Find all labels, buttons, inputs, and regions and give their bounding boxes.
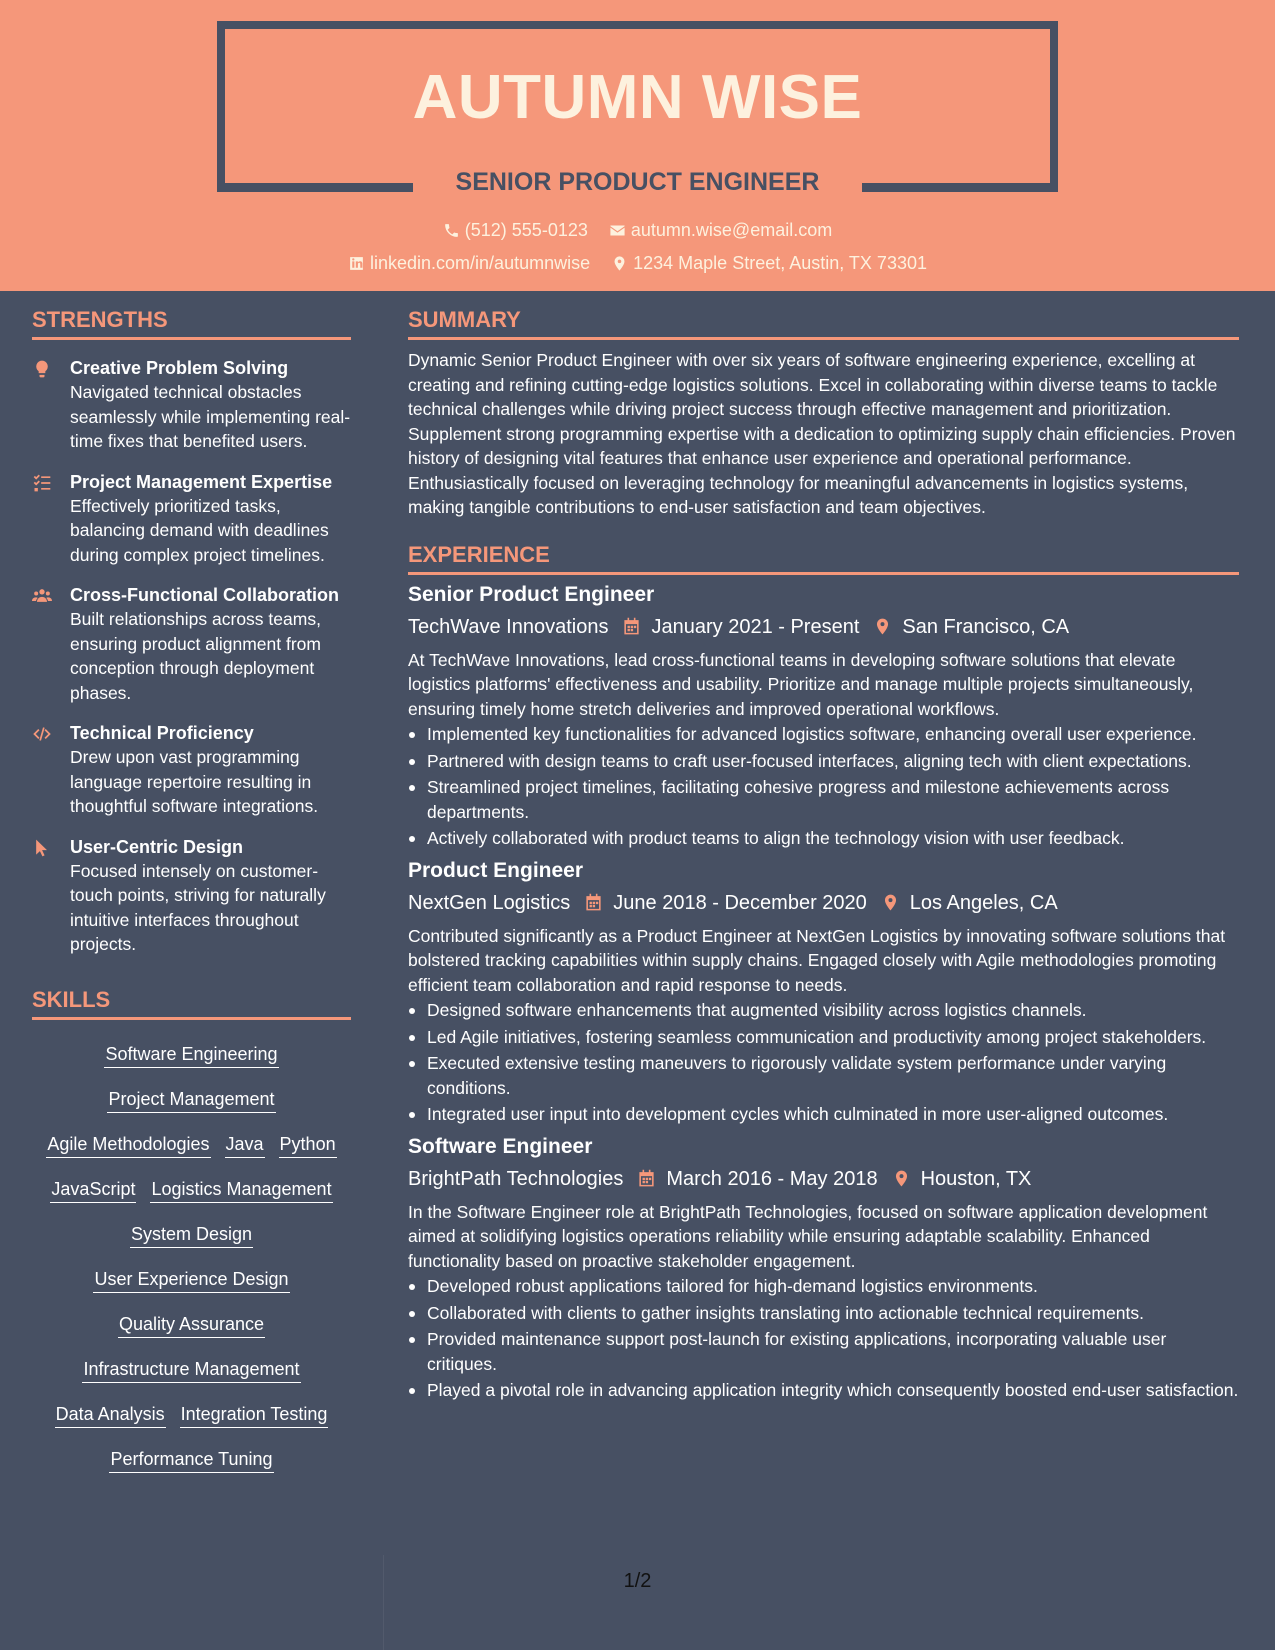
skill-tag: Quality Assurance — [118, 1311, 265, 1338]
strength-title: User-Centric Design — [70, 836, 244, 857]
strength-item — [32, 835, 351, 957]
skill-tag: User Experience Design — [93, 1266, 289, 1293]
job-role: Product Engineer — [408, 858, 584, 882]
contact-row-2 — [0, 253, 1275, 277]
skill-tag: Performance Tuning — [109, 1446, 273, 1473]
list-item: Implemented key functionalities for advanced logistics software, enhancing overall user experience. — [408, 722, 1239, 747]
job-entry — [408, 581, 1239, 851]
calendar-icon — [622, 617, 641, 636]
job-location: San Francisco, CA — [902, 615, 1070, 638]
map-pin-icon — [881, 893, 900, 912]
job-desc: At TechWave Innovations, lead cross-functional teams in developing software solutions that elevate logistics platforms' effectiveness and usability. Prioritize and manage multiple projects simultaneously, ensuring timely home stretch deliveries and improved operational workflows. — [408, 649, 1194, 719]
list-item: Played a pivotal role in advancing application integrity which consequently boosted end-user satisfaction. — [408, 1378, 1239, 1403]
skill-tag: Python — [279, 1131, 337, 1158]
contact-row-1 — [0, 220, 1275, 244]
strength-desc: Effectively prioritized tasks, balancing demand with deadlines during complex project timelines. — [70, 495, 329, 565]
job-entry — [408, 857, 1239, 1127]
frame-left-border — [217, 21, 225, 192]
candidate-name: AUTUMN WISE — [412, 63, 863, 132]
job-location: Houston, TX — [920, 1167, 1032, 1190]
strength-desc: Focused intensely on customer-touch points, striving for naturally intuitive interfaces throughout projects. — [70, 860, 326, 954]
map-pin-icon — [892, 1169, 911, 1188]
right-column — [408, 291, 1239, 1405]
job-role: Senior Product Engineer — [408, 582, 655, 606]
job-meta — [408, 612, 1239, 642]
resume-header — [0, 0, 1275, 291]
skill-tag: Java — [225, 1131, 265, 1158]
calendar-icon — [637, 1169, 656, 1188]
page-number: 1/2 — [623, 1570, 652, 1592]
job-company: BrightPath Technologies — [408, 1167, 624, 1190]
list-item: Integrated user input into development cycles which culminated in more user-aligned outcomes. — [408, 1102, 1239, 1127]
job-meta — [408, 888, 1239, 918]
candidate-title: SENIOR PRODUCT ENGINEER — [455, 168, 820, 196]
list-item: Executed extensive testing maneuvers to rigorously validate system performance under varying conditions. — [408, 1051, 1239, 1100]
strength-item — [32, 356, 351, 454]
strength-item — [32, 470, 351, 568]
job-company: NextGen Logistics — [408, 891, 571, 914]
skill-tag: JavaScript — [50, 1176, 136, 1203]
strength-item — [32, 583, 351, 705]
job-bullets — [408, 722, 1239, 851]
strength-title: Creative Problem Solving — [70, 358, 289, 378]
envelope-icon — [609, 222, 626, 239]
strength-item — [32, 721, 351, 819]
job-location: Los Angeles, CA — [909, 891, 1058, 914]
list-item: Developed robust applications tailored for high-demand logistics environments. — [408, 1274, 1239, 1299]
strength-title: Project Management Expertise — [70, 471, 333, 492]
experience-heading: EXPERIENCE — [408, 526, 1239, 575]
job-company: TechWave Innovations — [408, 615, 609, 638]
list-item: Provided maintenance support post-launch for existing applications, incorporating valuable user critiques. — [408, 1327, 1239, 1376]
summary-heading: SUMMARY — [408, 291, 1239, 340]
linkedin-icon — [348, 255, 365, 272]
lightbulb-icon — [32, 359, 52, 379]
list-item: Streamlined project timelines, facilitating cohesive progress and milestone achievements across departments. — [408, 775, 1239, 824]
skill-tag: Data Analysis — [55, 1401, 166, 1428]
contact-email[interactable] — [609, 220, 832, 241]
frame-top-border — [217, 21, 1058, 29]
skill-tag: Integration Testing — [180, 1401, 329, 1428]
cursor-icon — [32, 838, 52, 858]
skill-tag: System Design — [130, 1221, 253, 1248]
users-icon — [32, 586, 52, 606]
list-item: Collaborated with clients to gather insights translating into actionable technical requirements. — [408, 1301, 1239, 1326]
job-entry — [408, 1133, 1239, 1403]
job-bullets — [408, 1274, 1239, 1403]
map-pin-icon — [611, 255, 628, 272]
calendar-icon — [584, 893, 603, 912]
job-desc: Contributed significantly as a Product Engineer at NextGen Logistics by innovating software solutions that bolstered tracking capabilities within supply chains. Engaged closely with Agile methodologies promoting efficient team collaboration and rapid response to needs. — [408, 925, 1226, 995]
phone-icon — [443, 222, 460, 239]
skill-tag: Agile Methodologies — [46, 1131, 210, 1158]
skill-tag: Infrastructure Management — [82, 1356, 300, 1383]
strength-desc: Navigated technical obstacles seamlessly while implementing real-time fixes that benefited users. — [70, 382, 351, 451]
phone-text: (512) 555-0123 — [464, 220, 588, 240]
strength-title: Cross-Functional Collaboration — [70, 585, 340, 605]
job-meta — [408, 1164, 1239, 1194]
left-column — [32, 291, 351, 1478]
contact-linkedin[interactable] — [348, 253, 590, 274]
task-list-icon — [32, 473, 52, 493]
linkedin-text: linkedin.com/in/autumnwise — [370, 253, 591, 273]
strength-desc: Built relationships across teams, ensuring product alignment from conception through deployment phases. — [70, 609, 321, 703]
skills-list — [32, 1020, 351, 1478]
list-item: Partnered with design teams to craft user-focused interfaces, aligning tech with client expectations. — [408, 749, 1239, 774]
list-item: Designed software enhancements that augmented visibility across logistics channels. — [408, 998, 1239, 1023]
summary-text: Dynamic Senior Product Engineer with over six years of software engineering experience, excelling at creating and refining cutting-edge logistics solutions. Excel in collaborating within diverse teams to tackle technical challenges while driving project success through effective management and prioritization. Supplement strong programming expertise with a dedication to optimizing supply chain efficiencies. Proven history of designing vital features that enhance user experience and operational performance. Enthusiastically focused on leveraging technology for meaningful advancements in logistics systems, making tangible contributions to end-user satisfaction and team objectives. — [408, 350, 1236, 517]
strengths-heading: STRENGTHS — [32, 291, 351, 340]
skill-tag: Project Management — [107, 1086, 275, 1113]
job-dates: June 2018 - December 2020 — [613, 891, 867, 914]
job-bullets — [408, 998, 1239, 1127]
job-dates: January 2021 - Present — [651, 615, 860, 638]
skills-heading: SKILLS — [32, 971, 351, 1020]
frame-right-border — [1050, 21, 1058, 192]
address-text: 1234 Maple Street, Austin, TX 73301 — [633, 253, 927, 273]
contact-phone[interactable] — [443, 220, 588, 241]
contact-address — [611, 253, 927, 274]
job-dates: March 2016 - May 2018 — [666, 1167, 878, 1190]
frame-bottom-right-border — [862, 183, 1058, 192]
frame-bottom-left-border — [217, 183, 413, 192]
strength-title: Technical Proficiency — [70, 723, 254, 743]
map-pin-icon — [873, 617, 892, 636]
job-desc: In the Software Engineer role at BrightPath Technologies, focused on software application development aimed at solidifying logistics operations reliability while ensuring adaptable scalability. Enhanced functionality based on proactive stakeholder engagement. — [408, 1201, 1208, 1271]
strength-desc: Drew upon vast programming language repertoire resulting in thoughtful software integrations. — [70, 747, 319, 816]
list-item: Actively collaborated with product teams to align the technology vision with user feedback. — [408, 826, 1239, 851]
job-role: Software Engineer — [408, 1134, 593, 1158]
skill-tag: Software Engineering — [104, 1041, 278, 1068]
email-text: autumn.wise@email.com — [630, 220, 833, 240]
skill-tag: Logistics Management — [150, 1176, 332, 1203]
code-icon — [32, 724, 52, 744]
list-item: Led Agile initiatives, fostering seamless communication and productivity among project stakeholders. — [408, 1025, 1239, 1050]
